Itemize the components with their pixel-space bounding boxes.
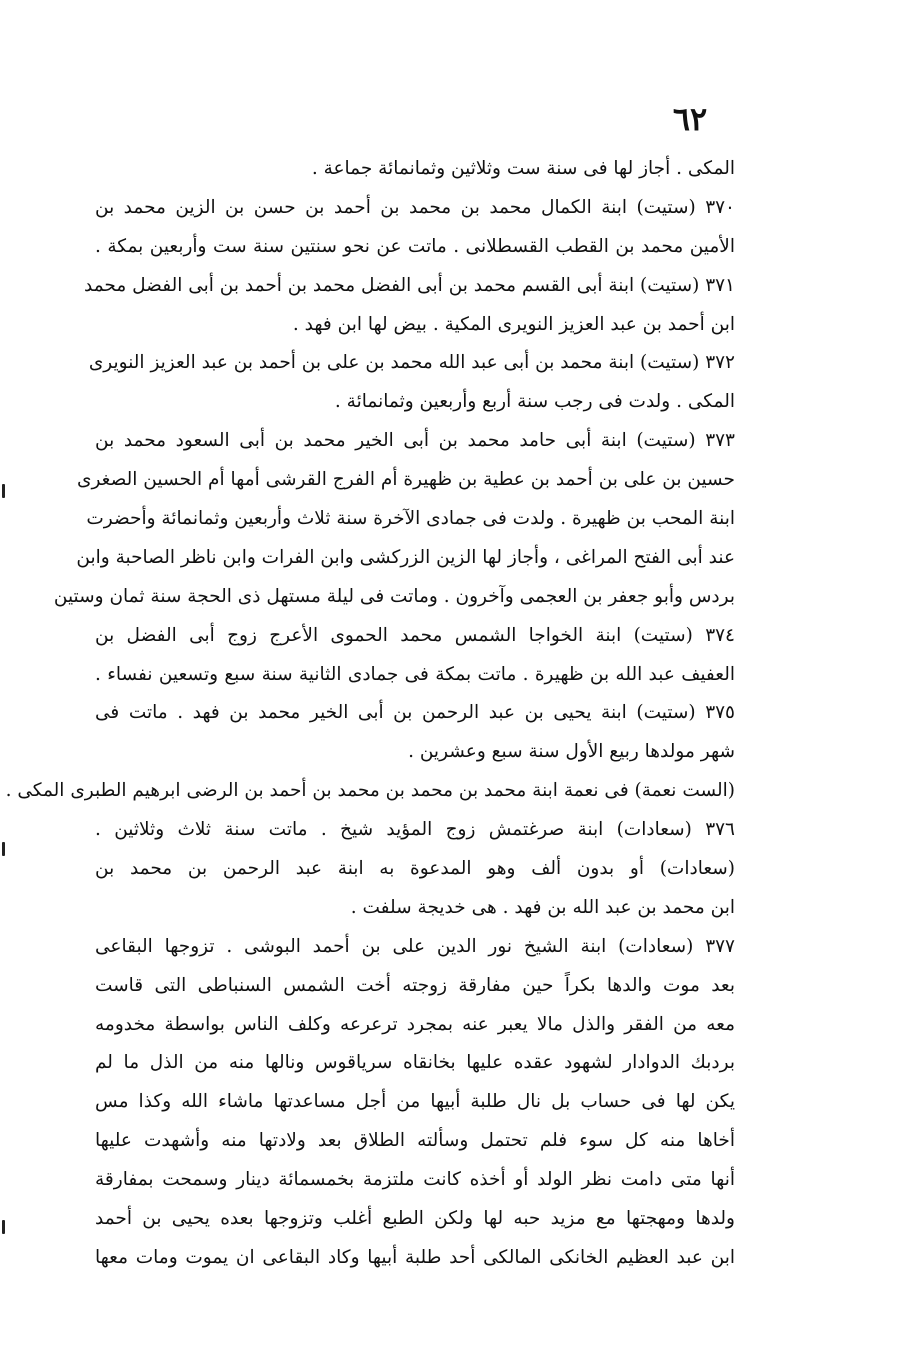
text-line: الأمين محمد بن القطب القسطلانى . ماتت عن نحو سنتين سنة ست وأربعين بمكة . xyxy=(95,235,735,257)
text-line: معه من الفقر والذل مالا يعبر عنه بمجرد ترعرعه وكلف الناس بواسطة مخدومه xyxy=(95,1013,735,1035)
text-line: ٣٧٣ (ستيت) ابنة أبى حامد محمد بن أبى الخير محمد بن أبى السعود محمد بن xyxy=(95,430,735,452)
text-line: بردس وأبو جعفر بن العجمى وآخرون . وماتت فى ليلة مستهل ذى الحجة سنة ثمان وستين xyxy=(53,585,735,607)
text-line: (الست نعمة) فى نعمة ابنة محمد بن محمد بن محمد بن أحمد بن الرضى ابرهيم الطبرى المكى . xyxy=(5,780,735,802)
text-line: (سعادات) أو بدون ألف وهو المدعوة به ابنة عبد الرحمن بن محمد بن xyxy=(95,858,735,880)
scan-edge-mark xyxy=(2,1220,5,1234)
text-line: يكن لها فى حساب بل نال طلبة أبيها من أجل مساعدتها ماشاء الله وكذا مس xyxy=(95,1091,735,1113)
text-line: أنها متى دامت نظر الولد أو أخذه كانت ملتزمة بخمسمائة دينار وسمحت بمفارقة xyxy=(95,1169,735,1191)
text-line: بعد موت والدها بكراً حين مفارقة زوجته أخت الشمس السنباطى التى قاست xyxy=(95,974,735,996)
text-line: بردبك الدوادار لشهود عقده عليها بخانقاه سرياقوس ونالها منه من الذل ما لم xyxy=(95,1052,735,1074)
scan-edge-mark xyxy=(2,484,5,498)
text-line: ٣٧٠ (ستيت) ابنة الكمال محمد بن محمد بن أحمد بن حسن بن الزين محمد بن xyxy=(95,196,735,218)
text-line: ٣٧٥ (ستيت) ابنة يحيى بن عبد الرحمن بن أبى الخير محمد بن فهد . ماتت فى xyxy=(95,702,735,724)
text-line: أخاها منه كل سوء فلم تحتمل وسألته الطلاق بعد ولادتها منه وأشهدت عليها xyxy=(95,1130,735,1152)
text-line: ٣٧٧ (سعادات) ابنة الشيخ نور الدين على بن أحمد البوشى . تزوجها البقاعى xyxy=(95,935,735,957)
text-line: ٣٧٦ (سعادات) ابنة صرغتمش زوج المؤيد شيخ . ماتت سنة ثلاث وثلاثين . xyxy=(95,819,735,841)
text-line: ولدها ومهجتها مع مزيد حبه لها ولكن الطبع أغلب وتزوجها بعده يحيى بن أحمد xyxy=(95,1208,735,1230)
text-line: ابنة المحب بن ظهيرة . ولدت فى جمادى الآخرة سنة ثلاث وأربعين وثمانمائة وأحضرت xyxy=(86,508,735,530)
text-line: ابن أحمد بن عبد العزيز النويرى المكية . بيض لها ابن فهد . xyxy=(292,313,735,335)
page-body-text xyxy=(5,150,735,1278)
text-line: ٣٧٢ (ستيت) ابنة محمد بن أبى عبد الله محمد بن على بن أحمد بن عبد العزيز النويرى xyxy=(88,352,735,374)
text-line: حسين بن على بن أحمد بن عطية بن ظهيرة أم الفرج القرشى أمها أم الحسين الصغرى xyxy=(76,469,735,491)
text-line: المكى . ولدت فى رجب سنة أربع وأربعين وثمانمائة . xyxy=(334,391,735,413)
text-line: ٣٧٤ (ستيت) ابنة الخواجا الشمس محمد الحموى الأعرج زوج أبى الفضل بن xyxy=(95,624,735,646)
scan-edge-mark xyxy=(2,842,5,856)
text-line: ابن عبد العظيم الخانكى المالكى أحد طلبة أبيها وكاد البقاعى ان يموت ومات معها xyxy=(95,1246,735,1268)
text-line: المكى . أجاز لها فى سنة ست وثلاثين وثمانمائة جماعة . xyxy=(311,158,735,179)
text-line: ابن محمد بن عبد الله بن فهد . هى خديجة سلفت . xyxy=(350,896,735,918)
text-line: شهر مولدها ربيع الأول سنة سبع وعشرين . xyxy=(408,741,735,763)
text-line: عند أبى الفتح المراغى ، وأجاز لها الزين الزركشى وابن الفرات وابن ناظر الصاحبة وابن xyxy=(76,546,735,568)
text-line: ٣٧١ (ستيت) ابنة أبى القسم محمد بن أبى الفضل محمد بن أحمد بن أبى الفضل محمد xyxy=(84,274,735,296)
page-number: ٦٢ xyxy=(672,100,708,138)
text-line: العفيف عبد الله بن ظهيرة . ماتت بمكة فى جمادى الثانية سنة سبع وتسعين نفساء . xyxy=(95,663,735,685)
